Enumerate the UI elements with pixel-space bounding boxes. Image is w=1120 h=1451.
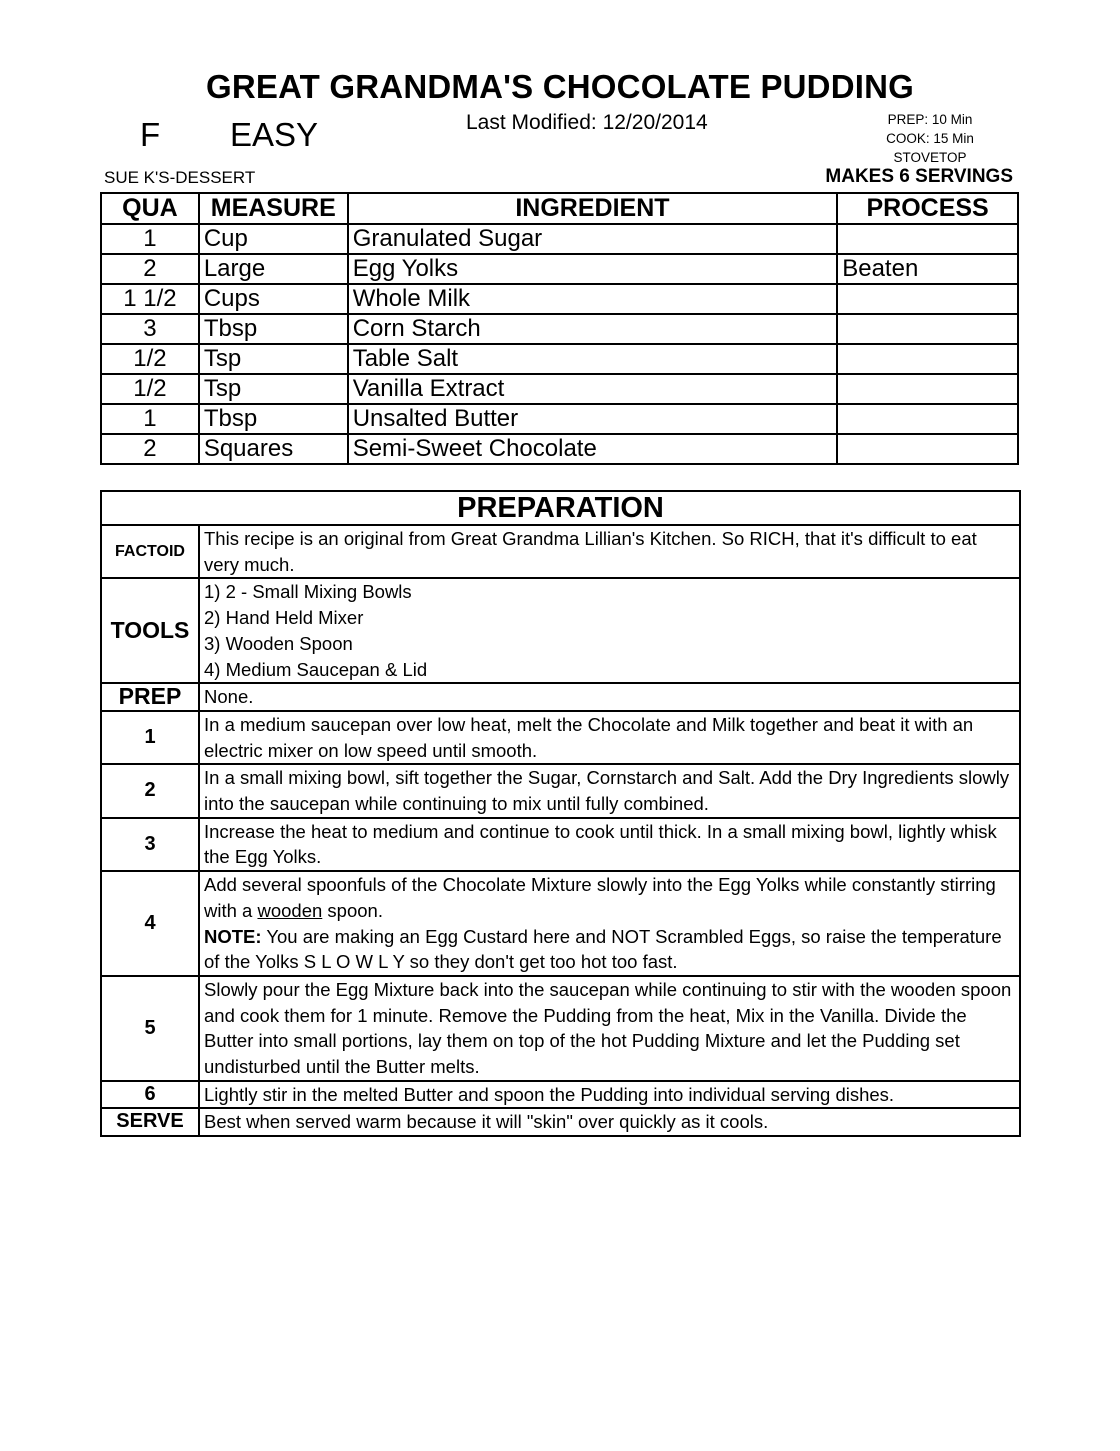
recipe-title: GREAT GRANDMA'S CHOCOLATE PUDDING [205, 68, 915, 105]
tool-item: 4) Medium Saucepan & Lid [204, 658, 428, 680]
table-row [101, 254, 1018, 284]
step-text: In a medium saucepan over low heat, melt the Chocolate and Milk together and beat it with an electric mixer on low speed until smooth. [199, 711, 1020, 764]
time-info [855, 110, 1005, 167]
cell-process [837, 404, 1018, 434]
cell-process: Beaten [837, 254, 1018, 284]
cell-measure: Large [199, 254, 348, 284]
column-header-ingredient: INGREDIENT [348, 193, 838, 224]
table-row [101, 314, 1018, 344]
cook-method: STOVETOP [893, 150, 967, 165]
serve-row [101, 1108, 1020, 1136]
step-text-part: Add several spoonfuls of the Chocolate Mixture slowly into the Egg Yolks while constantly stirring with a [204, 874, 996, 921]
cell-measure: Squares [199, 434, 348, 464]
factoid-label: FACTOID [101, 525, 199, 578]
cell-process [837, 344, 1018, 374]
step-row [101, 1081, 1020, 1109]
table-row [101, 224, 1018, 254]
step-text [199, 871, 1020, 976]
step-text: In a small mixing bowl, sift together the Sugar, Cornstarch and Salt. Add the Dry Ingredients slowly into the saucepan while continuing to mix until fully combined. [199, 764, 1020, 817]
table-row [101, 284, 1018, 314]
step-text: Lightly stir in the melted Butter and spoon the Pudding into individual serving dishes. [199, 1081, 1020, 1109]
cell-qua: 1 1/2 [101, 284, 199, 314]
prep-label: PREP [101, 683, 199, 711]
table-row [101, 374, 1018, 404]
serve-text: Best when served warm because it will "skin" over quickly as it cools. [199, 1108, 1020, 1136]
table-row [101, 344, 1018, 374]
tools-list [199, 578, 1020, 683]
factoid-text: This recipe is an original from Great Grandma Lillian's Kitchen. So RICH, that it's difficult to eat very much. [199, 525, 1020, 578]
cell-qua: 1 [101, 224, 199, 254]
cell-measure: Cups [199, 284, 348, 314]
cell-ingredient: Corn Starch [348, 314, 838, 344]
cell-qua: 1/2 [101, 374, 199, 404]
cell-qua: 2 [101, 434, 199, 464]
step-row [101, 711, 1020, 764]
servings: MAKES 6 SERVINGS [825, 166, 1013, 187]
underlined-word: wooden [257, 899, 323, 921]
cell-ingredient: Semi-Sweet Chocolate [348, 434, 838, 464]
cell-ingredient: Granulated Sugar [348, 224, 838, 254]
prep-row [101, 683, 1020, 711]
cell-measure: Tbsp [199, 404, 348, 434]
prep-time: PREP: 10 Min [887, 112, 973, 127]
column-header-qua: QUA [101, 193, 199, 224]
preparation-table [100, 490, 1021, 1137]
step-row [101, 871, 1020, 976]
preparation-header-row [101, 491, 1020, 525]
cell-qua: 3 [101, 314, 199, 344]
cell-process [837, 284, 1018, 314]
cell-process [837, 374, 1018, 404]
difficulty-label: EASY [230, 116, 319, 153]
step-number: 6 [101, 1081, 199, 1109]
tool-item: 2) Hand Held Mixer [204, 607, 364, 629]
recipe-category: SUE K'S-DESSERT [104, 168, 256, 187]
tool-item: 1) 2 - Small Mixing Bowls [204, 581, 412, 603]
cell-measure: Cup [199, 224, 348, 254]
cell-ingredient: Table Salt [348, 344, 838, 374]
step-number: 4 [101, 871, 199, 976]
table-row [101, 434, 1018, 464]
cell-measure: Tsp [199, 374, 348, 404]
cell-process [837, 314, 1018, 344]
step-text: Increase the heat to medium and continue to cook until thick. In a small mixing bowl, lightly whisk the Egg Yolks. [199, 818, 1020, 871]
cell-qua: 1/2 [101, 344, 199, 374]
grade-label: F [140, 116, 161, 153]
step-number: 1 [101, 711, 199, 764]
cook-time: COOK: 15 Min [886, 131, 974, 146]
cell-ingredient: Vanilla Extract [348, 374, 838, 404]
factoid-row [101, 525, 1020, 578]
step-row [101, 764, 1020, 817]
step-row [101, 818, 1020, 871]
tools-row [101, 578, 1020, 683]
cell-ingredient: Egg Yolks [348, 254, 838, 284]
cell-qua: 2 [101, 254, 199, 284]
table-row [101, 404, 1018, 434]
column-header-process: PROCESS [837, 193, 1018, 224]
preparation-heading: PREPARATION [101, 491, 1020, 525]
cell-measure: Tsp [199, 344, 348, 374]
cell-measure: Tbsp [199, 314, 348, 344]
cell-process [837, 224, 1018, 254]
ingredients-header-row [101, 193, 1018, 224]
tool-item: 3) Wooden Spoon [204, 632, 353, 654]
step-number: 5 [101, 976, 199, 1081]
step-text-part: spoon. [322, 899, 383, 921]
step-number: 3 [101, 818, 199, 871]
ingredients-table [100, 192, 1019, 465]
step-row [101, 976, 1020, 1081]
column-header-measure: MEASURE [199, 193, 348, 224]
cell-ingredient: Whole Milk [348, 284, 838, 314]
serve-label: SERVE [101, 1108, 199, 1136]
prep-text: None. [199, 683, 1020, 711]
note-label: NOTE: [204, 925, 262, 947]
step-text: Slowly pour the Egg Mixture back into the saucepan while continuing to stir with the wooden spoon and cook them for 1 minute. Remove the Pudding from the heat, Mix in the Vanilla. Divide the Butter into small portions, lay them on top of the hot Pudding Mixture and let the Pudding set undisturbed until the Butter melts. [199, 976, 1020, 1081]
cell-qua: 1 [101, 404, 199, 434]
note-text: You are making an Egg Custard here and NOT Scrambled Eggs, so raise the temperature of the Yolks S L O W L Y so they don't get too hot too fast. [204, 925, 1002, 973]
tools-label: TOOLS [101, 578, 199, 683]
cell-process [837, 434, 1018, 464]
step-number: 2 [101, 764, 199, 817]
last-modified: Last Modified: 12/20/2014 [466, 111, 708, 134]
cell-ingredient: Unsalted Butter [348, 404, 838, 434]
